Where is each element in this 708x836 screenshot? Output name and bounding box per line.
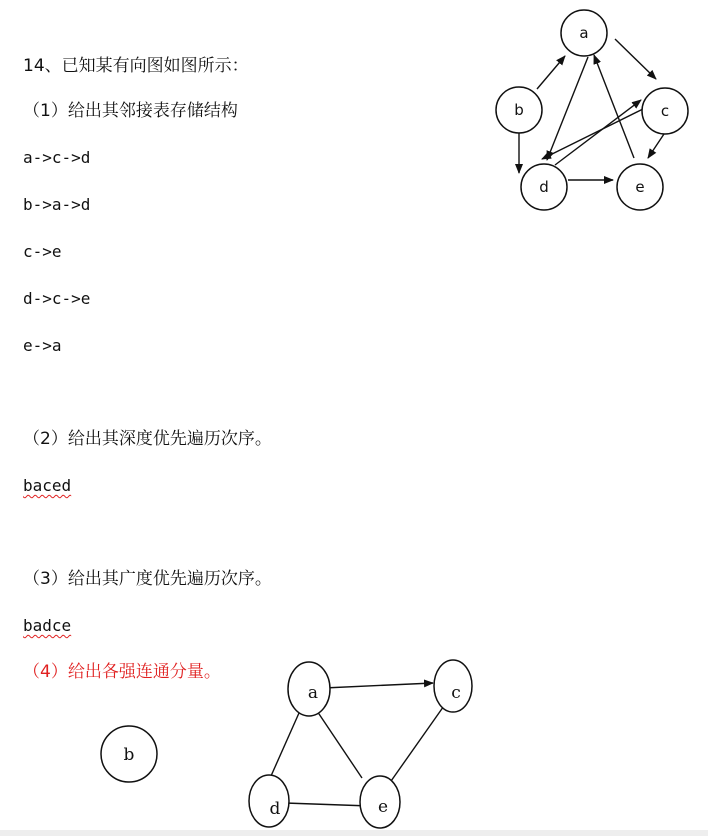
scc-edge-d-e (285, 803, 370, 806)
question-title: 14、已知某有向图如图所示： (23, 56, 249, 76)
scc-node-d (249, 775, 289, 827)
adjacency-line-a: a->c->d (23, 148, 91, 167)
part1-label: （1）给出其邻接表存储结构 (23, 101, 238, 121)
part2-label: （2）给出其深度优先遍历次序。 (23, 429, 272, 449)
svg-text:c: c (451, 683, 461, 703)
part3-label: （3）给出其广度优先遍历次序。 (23, 569, 272, 589)
part2-answer: baced (23, 476, 72, 495)
adjacency-line-b: b->a->d (23, 195, 91, 214)
svg-text:c: c (660, 102, 670, 120)
adjacency-line-d: d->c->e (23, 289, 91, 308)
scc-node-a (288, 662, 330, 716)
scc-node-c (434, 660, 472, 712)
svg-text:d: d (539, 178, 549, 196)
scc-edge-c-e (384, 703, 446, 791)
part3-answer: badce (23, 616, 72, 635)
svg-text:e: e (635, 178, 645, 196)
svg-text:d: d (269, 799, 281, 819)
adjacency-line-c: c->e (23, 242, 62, 261)
scc-node-e (360, 776, 400, 828)
scc-edge-a-c (324, 683, 433, 688)
adjacency-line-e: e->a (23, 336, 62, 355)
part4-label: （4）给出各强连通分量。 (23, 662, 221, 682)
svg-text:e: e (377, 797, 389, 817)
svg-text:a: a (307, 683, 319, 703)
scc-edge-e-a (313, 705, 362, 778)
scc-edge-d-a (271, 713, 299, 776)
svg-text:b: b (123, 745, 135, 765)
scc-node-b (101, 726, 157, 782)
svg-text:b: b (514, 101, 524, 119)
bottom-edge-strip (0, 830, 708, 836)
svg-text:a: a (579, 24, 589, 42)
